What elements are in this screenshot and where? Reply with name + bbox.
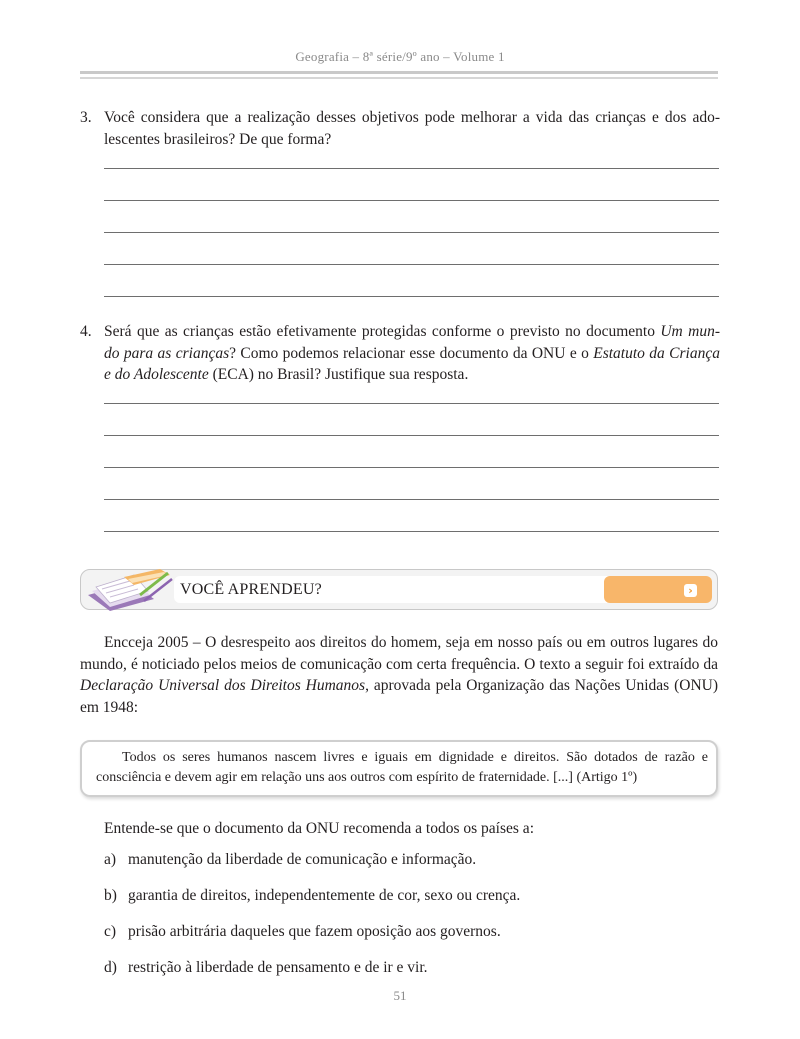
option-text: manutenção da liberdade de comunicação e informação. bbox=[128, 851, 477, 868]
answer-line[interactable] bbox=[104, 403, 719, 404]
answer-line[interactable] bbox=[104, 296, 719, 297]
option-letter: b) bbox=[104, 887, 117, 904]
question-text: Você considera que a realização desses objetivos pode melhorar a vida das crianças e dos ado- lescentes brasileiros? De que forma? bbox=[104, 109, 720, 148]
page-number: 51 bbox=[393, 988, 407, 1003]
header-rule bbox=[80, 71, 718, 74]
answer-line[interactable] bbox=[104, 435, 719, 436]
option-text: prisão arbitrária daqueles que fazem oposição aos governos. bbox=[128, 923, 501, 940]
answer-line[interactable] bbox=[104, 232, 719, 233]
header-rule bbox=[80, 77, 718, 79]
option-text: restrição à liberdade de pensamento e de ir e vir. bbox=[128, 959, 428, 976]
section-title: VOCÊ APRENDEU? bbox=[180, 581, 322, 598]
answer-line[interactable] bbox=[104, 499, 719, 500]
option-letter: a) bbox=[104, 851, 117, 868]
answer-line[interactable] bbox=[104, 200, 719, 201]
option-text: garantia de direitos, independentemente de cor, sexo ou crença. bbox=[128, 887, 521, 904]
question-4 bbox=[80, 321, 720, 386]
intro-paragraph: Encceja 2005 – O desrespeito aos direitos do homem, seja em nosso país ou em outros lugares do mundo, é noticiado pelos meios de comunicação com certa frequência. O texto a seguir foi extraído da Declaração Universal dos Direitos Humanos, aprovada pela Organização das Nações Unidas (ONU) em 1948: bbox=[80, 634, 719, 716]
question-text: Será que as crianças estão efetivamente protegidas conforme o previsto no documento Um mun- do para as crianças? Como podemos relacionar esse documento da ONU e o Estatuto da Criança e do Adolescente (ECA) no Brasil? Justifique sua resposta. bbox=[104, 323, 720, 383]
answer-line[interactable] bbox=[104, 467, 719, 468]
question-number: 3. bbox=[80, 109, 92, 126]
question-prompt: Entende-se que o documento da ONU recomenda a todos os países a: bbox=[104, 820, 534, 837]
chevron-right-icon[interactable]: › bbox=[684, 584, 697, 597]
option-letter: c) bbox=[104, 923, 117, 940]
option-letter: d) bbox=[104, 959, 117, 976]
question-number: 4. bbox=[80, 323, 92, 340]
question-3 bbox=[80, 107, 720, 150]
answer-line[interactable] bbox=[104, 168, 719, 169]
quote-text: Todos os seres humanos nascem livres e iguais em dignidade e direitos. São dotados de razão e consciência e devem agir em relação uns aos outros com espírito de fraternidade. [...] (Artigo 1º) bbox=[96, 750, 708, 785]
answer-line[interactable] bbox=[104, 264, 719, 265]
answer-line[interactable] bbox=[104, 531, 719, 532]
open-book-icon bbox=[84, 565, 180, 613]
running-head: Geografia – 8ª série/9º ano – Volume 1 bbox=[295, 49, 505, 64]
